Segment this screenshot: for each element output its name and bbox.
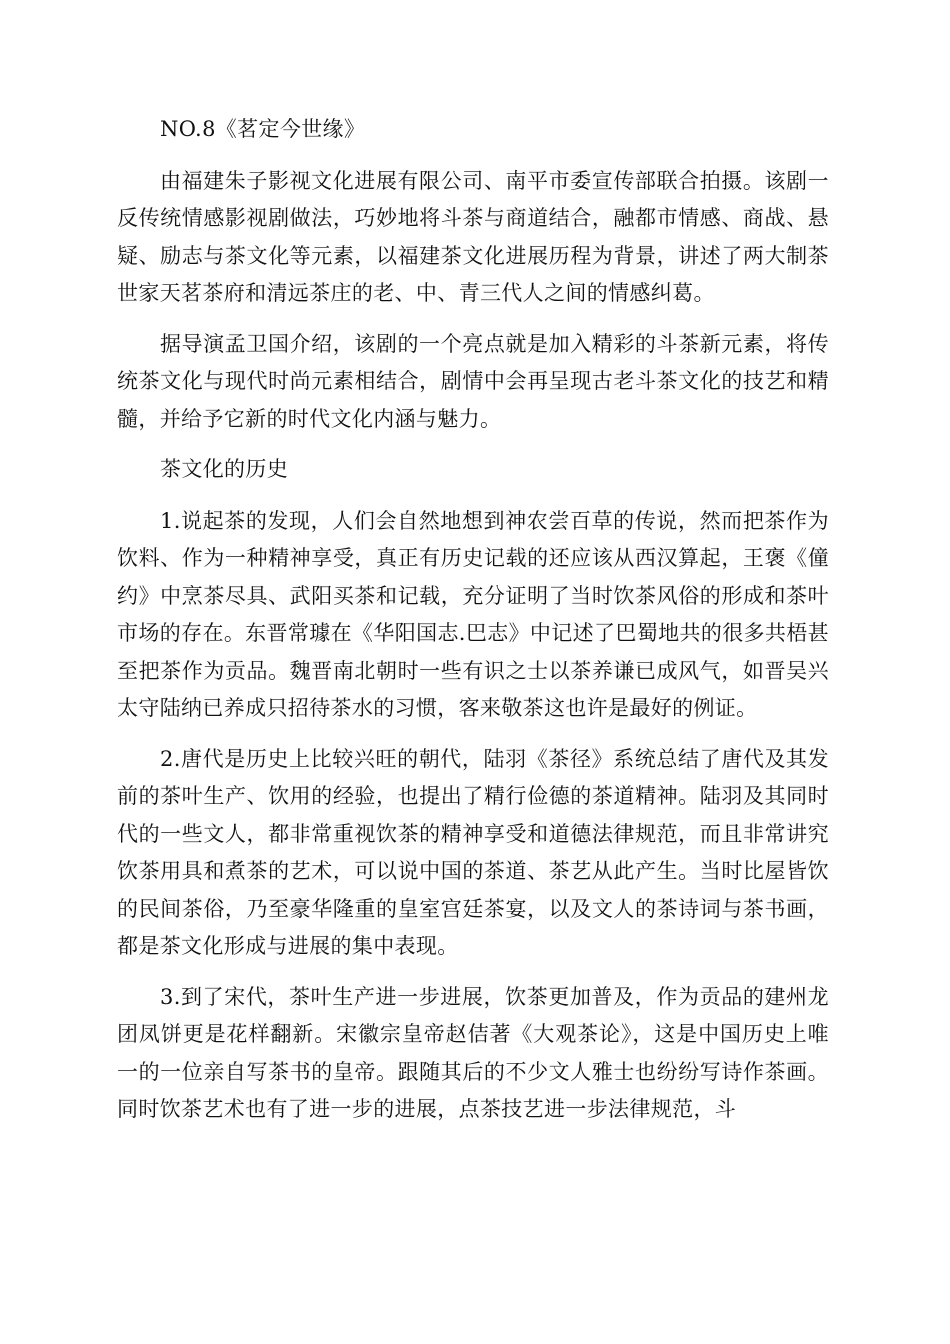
history-item-2: 2.唐代是历史上比较兴旺的朝代，陆羽《茶径》系统总结了唐代及其发前的茶叶生产、饮用的经验，也提出了精行俭德的茶道精神。陆羽及其同时代的一些文人，都非常重视饮茶的精神享受和道德法律规范，而且非常讲究饮茶用具和煮茶的艺术，可以说中国的茶道、茶艺从此产生。当时比屋皆饮的民间茶俗，乃至豪华隆重的皇室宫廷茶宴，以及文人的茶诗词与茶书画，都是茶文化形成与进展的集中表现。 xyxy=(117,746,829,958)
document-title: NO.8《茗定今世缘》 xyxy=(160,117,366,141)
paragraph-director: 据导演孟卫国介绍，该剧的一个亮点就是加入精彩的斗茶新元素，将传统茶文化与现代时尚元素相结合，剧情中会再呈现古老斗茶文化的技艺和精髓，并给予它新的时代文化内涵与魅力。 xyxy=(117,331,829,431)
history-item-3: 3.到了宋代，茶叶生产进一步进展，饮茶更加普及，作为贡品的建州龙团凤饼更是花样翻新。宋徽宗皇帝赵佶著《大观茶论》，这是中国历史上唯一的一位亲自写茶书的皇帝。跟随其后的不少文人雅士也纷纷写诗作茶画。同时饮茶艺术也有了进一步的进展，点茶技艺进一步法律规范，斗 xyxy=(117,984,829,1121)
paragraph-intro: 由福建朱子影视文化进展有限公司、南平市委宣传部联合拍摄。该剧一反传统情感影视剧做法，巧妙地将斗茶与商道结合，融都市情感、商战、悬疑、励志与茶文化等元素，以福建茶文化进展历程为背景，讲述了两大制茶世家天茗茶府和清远茶庄的老、中、青三代人之间的情感纠葛。 xyxy=(117,168,829,305)
document-body xyxy=(117,111,829,1142)
history-item-1: 1.说起茶的发现，人们会自然地想到神农尝百草的传说，然而把茶作为饮料、作为一种精神享受，真正有历史记载的还应该从西汉算起，王褒《僮约》中烹茶尽具、武阳买茶和记载，充分证明了当时饮茶风俗的形成和茶叶市场的存在。东晋常璩在《华阳国志.巴志》中记述了巴蜀地共的很多共梧甚至把茶作为贡品。魏晋南北朝时一些有识之士以茶养谦已成风气，如晋吴兴太守陆纳已养成只招待茶水的习惯，客来敬茶这也许是最好的例证。 xyxy=(117,508,829,720)
section-heading: 茶文化的历史 xyxy=(160,457,289,481)
